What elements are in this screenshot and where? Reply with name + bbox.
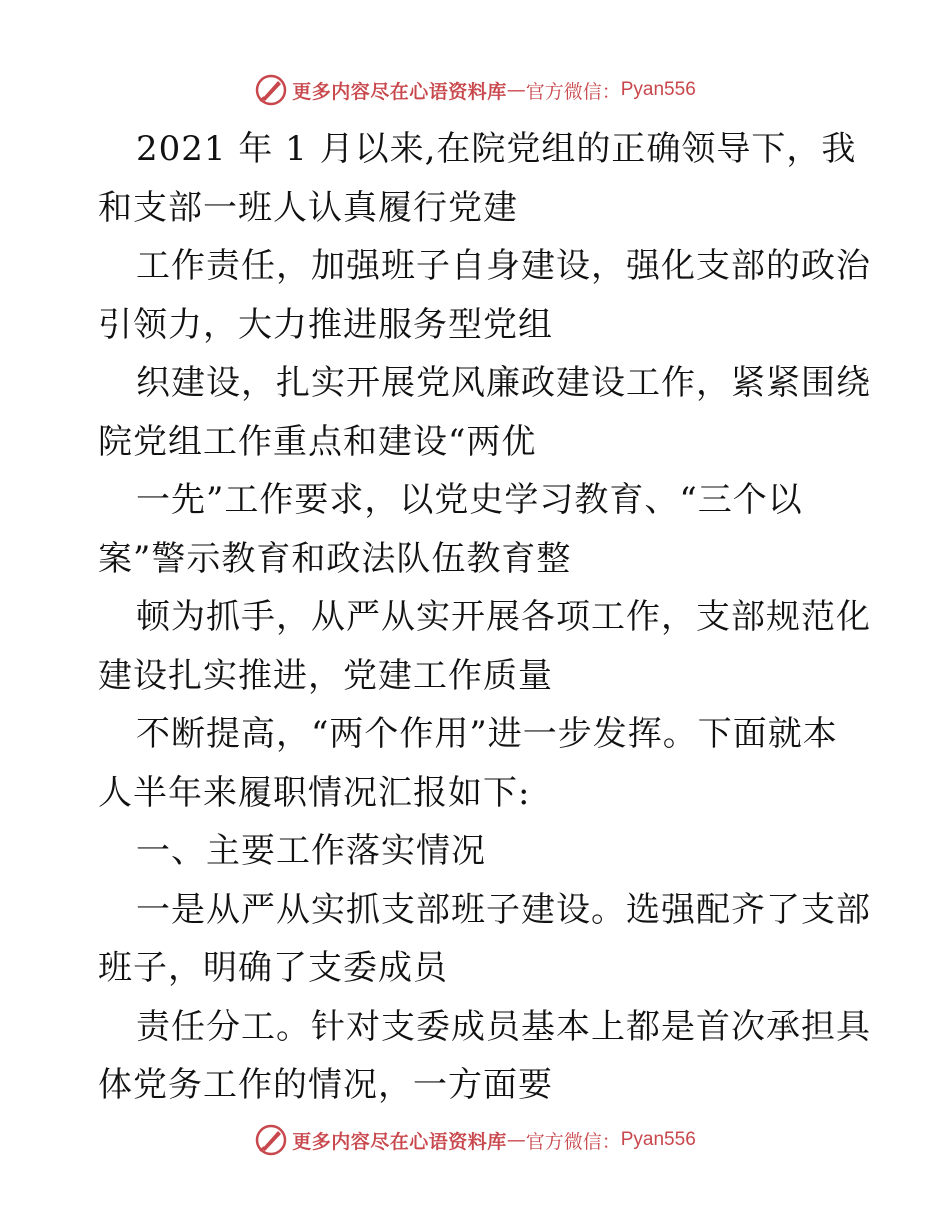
- body-line: 院党组工作重点和建设“两优: [98, 421, 537, 462]
- quill-logo-icon: [254, 73, 288, 107]
- body-line: 体党务工作的情况，一方面要: [98, 1065, 553, 1105]
- body-line: 一先”工作要求，以党史学习教育、“三个以: [136, 480, 803, 520]
- watermark-header: [0, 70, 950, 110]
- body-line: 2021 年 1 月以来,在院党组的正确领导下，我: [136, 129, 857, 169]
- body-line: 工作责任，加强班子自身建设，强化支部的政治: [136, 246, 871, 286]
- watermark-wechat-label: 官方微信：: [525, 1130, 621, 1153]
- body-line: 一是从严从实抓支部班子建设。选强配齐了支部: [136, 889, 871, 930]
- body-line: 案”警示教育和政法队伍教育整: [98, 538, 572, 579]
- section-heading: 一、主要工作落实情况: [136, 831, 486, 871]
- watermark-footer: [0, 1120, 950, 1160]
- body-line: 织建设，扎实开展党风廉政建设工作，紧紧围绕: [136, 363, 871, 403]
- body-line: 人半年来履职情况汇报如下:: [98, 772, 531, 813]
- body-line: 责任分工。针对支委成员基本上都是首次承担具: [136, 1006, 871, 1047]
- body-line: 引领力，大力推进服务型党组: [98, 304, 553, 345]
- watermark-separator: —: [506, 1129, 526, 1151]
- watermark-wechat-label: 官方微信：: [525, 80, 621, 103]
- body-line: 建设扎实推进，党建工作质量: [98, 655, 553, 696]
- watermark-brand: 更多内容尽在心语资料库: [292, 80, 507, 103]
- watermark-brand: 更多内容尽在心语资料库: [292, 1130, 507, 1153]
- watermark-wechat-id: Pyan556: [620, 79, 696, 100]
- body-line: 和支部一班人认真履行党建: [98, 187, 518, 228]
- body-line: 班子，明确了支委成员: [98, 948, 448, 988]
- watermark-wechat-id: Pyan556: [620, 1129, 696, 1150]
- document-body: [98, 120, 871, 1115]
- watermark-separator: —: [506, 79, 526, 101]
- quill-logo-icon: [254, 1123, 288, 1157]
- body-line: 不断提高，“两个作用”进一步发挥。下面就本: [136, 714, 838, 754]
- body-line: 顿为抓手，从严从实开展各项工作，支部规范化: [136, 597, 871, 637]
